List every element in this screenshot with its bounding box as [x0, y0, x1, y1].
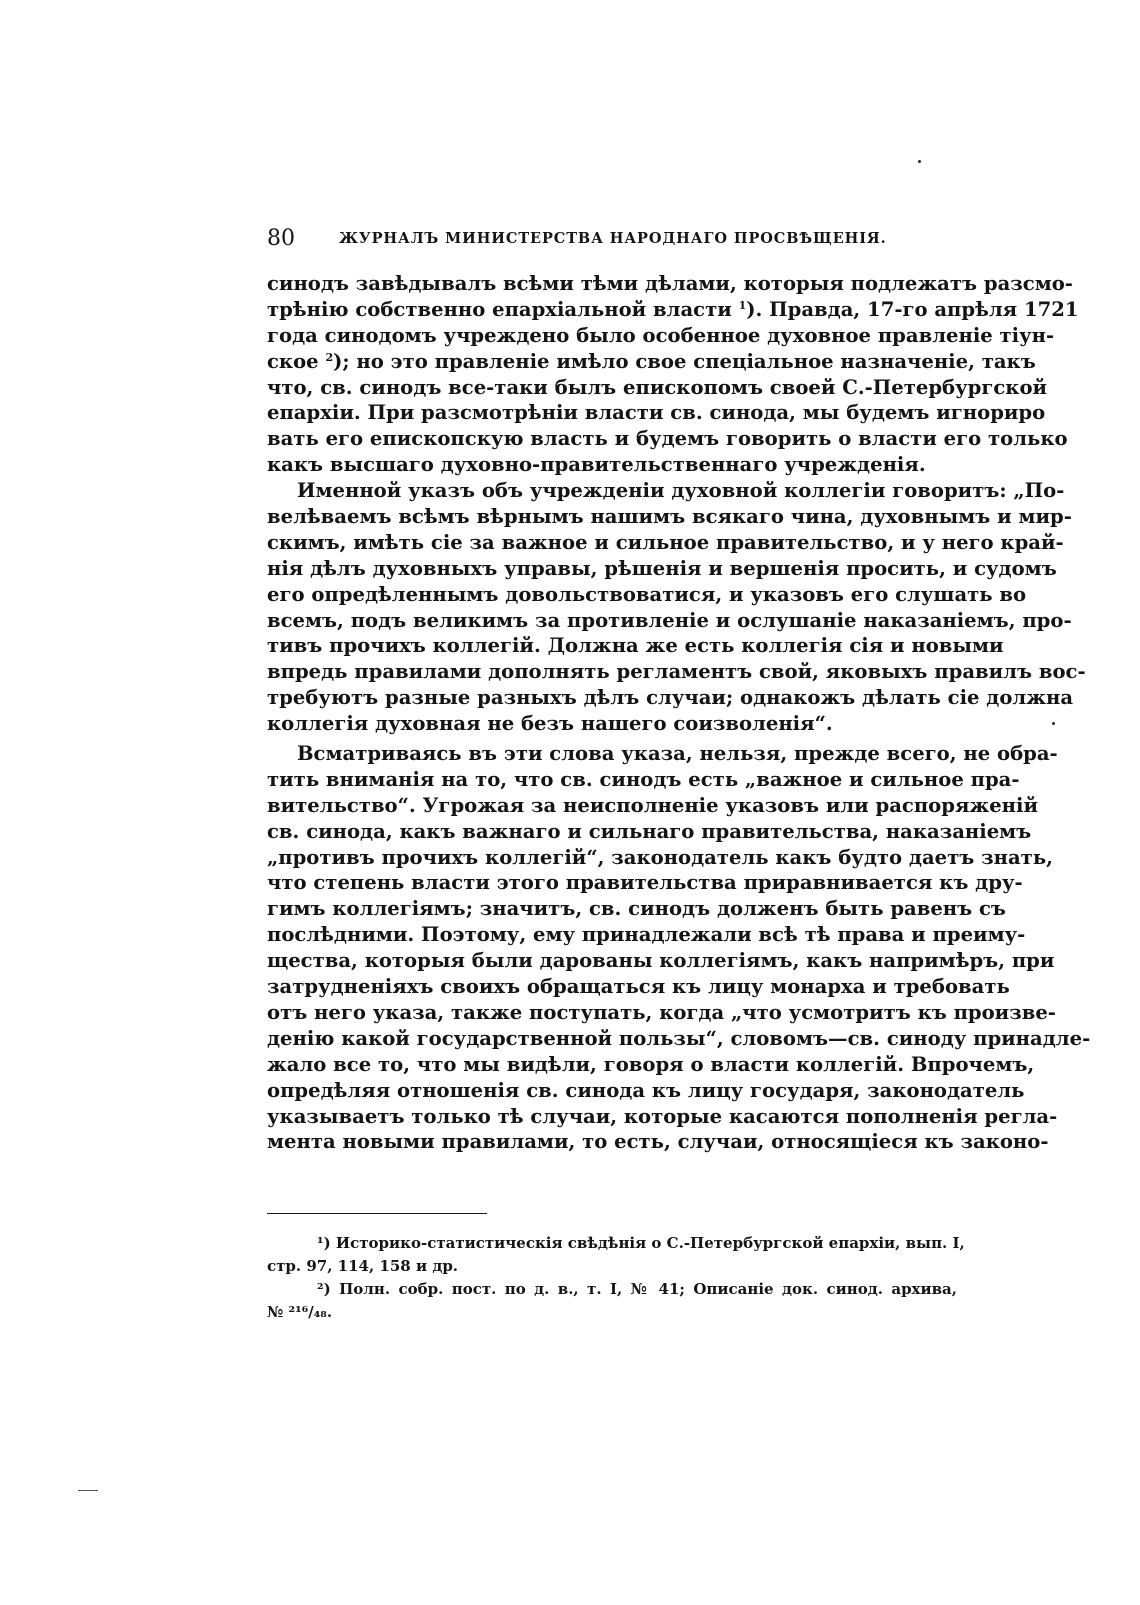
text-line: года синодомъ учреждено было особенное духовное правленіе тіун- — [267, 323, 1055, 347]
text-line: отъ него указа, также поступать, когда „что усмотритъ къ произве- — [267, 1000, 1056, 1024]
text-line: синодъ завѣдывалъ всѣми тѣми дѣлами, которыя подлежатъ разсмо- — [267, 272, 1073, 295]
text-line: коллегія духовная не безъ нашего соизволенія“. — [267, 712, 833, 736]
footnote-line: стр. 97, 114, 158 и др. — [267, 1257, 459, 1275]
text-line: послѣдними. Поэтому, ему принадлежали всѣ тѣ права и преиму- — [267, 923, 1026, 947]
text-line: „противъ прочихъ коллегій“, законодатель какъ будто даетъ знать, — [267, 845, 1053, 869]
footnote-2 — [267, 1278, 957, 1324]
scan-speck — [918, 160, 921, 163]
paragraph-1 — [267, 271, 1079, 478]
text-line: что степень власти этого правительства приравнивается къ дру- — [267, 871, 1023, 895]
text-line: велѣваемъ всѣмъ вѣрнымъ нашимъ всякаго чина, духовнымъ и мир- — [267, 505, 1072, 529]
text-line: его опредѣленнымъ довольствоватися, и указовъ его слушать во — [267, 582, 1027, 606]
text-line: ское $^2$); но это правленіе имѣло свое спеціальное назначеніе, такъ — [267, 349, 1036, 373]
text-line: нія дѣлъ духовныхъ управы, рѣшенія и вершенія просить, и судомъ — [267, 556, 1057, 580]
text-line: какъ высшаго духовно-правительственнаго учрежденія. — [267, 453, 926, 477]
footnote-ref-2[interactable]: 2 — [325, 350, 334, 364]
text-line: скимъ, имѣть сіе за важное и сильное правительство, и у него край- — [267, 530, 1064, 554]
footnote-line: ²) Полн. собр. пост. по д. в., т. I, № 41; Описаніе док. синод. архива, — [317, 1280, 957, 1298]
text-line: всемъ, подъ великимъ за противленіе и ослушаніе наказаніемъ, про- — [267, 608, 1072, 632]
text-line: денію какой государственной пользы“, словомъ—св. синоду принадле- — [267, 1026, 1091, 1050]
text-line: что, св. синодъ все-таки былъ епископомъ своей С.-Петербургской — [267, 375, 1048, 399]
scan-speck — [1052, 722, 1055, 725]
footnote-1 — [267, 1232, 965, 1278]
footnote-ref-1[interactable]: 1 — [738, 298, 747, 312]
text-line: жало все то, что мы видѣли, говоря о власти коллегій. Впрочемъ, — [267, 1052, 1035, 1076]
text-line: вать его епископскую власть и будемъ говорить о власти его только — [267, 427, 1068, 451]
text-line: впредь правилами дополнять регламентъ свой, яковыхъ правилъ вос- — [267, 660, 1086, 684]
paragraph-3 — [267, 741, 1091, 1155]
text-line: затрудненіяхъ своихъ обращаться къ лицу монарха и требовать — [267, 975, 1010, 999]
text-line: мента новыми правилами, то есть, случаи, относящіеся къ законо- — [267, 1130, 1049, 1154]
body-text — [267, 271, 1091, 1155]
text-line: Всматриваясь въ эти слова указа, нельзя, прежде всего, не обра- — [297, 742, 1058, 766]
scan-margin-mark — [78, 1490, 98, 1491]
text-line: трѣнію собственно епархіальной власти $^1$). Правда, 17-го апрѣля 1721 — [267, 297, 1079, 321]
footnote-line: № ²¹⁶/₄₈. — [267, 1303, 333, 1321]
text-line: вительство“. Угрожая за неисполненіе указовъ или распоряженій — [267, 793, 1038, 817]
text-line: требуютъ разные разныхъ дѣлъ случаи; однакожъ дѣлать сіе должна — [267, 686, 1074, 710]
page-header — [267, 226, 957, 256]
text-line: указываетъ только тѣ случаи, которые касаются пополненія регла- — [267, 1104, 1058, 1128]
footnote-line: ¹) Историко-статистическія свѣдѣнія о С.-Петербургской епархіи, вып. I, — [317, 1234, 965, 1252]
text-line: св. синода, какъ важнаго и сильнаго правительства, наказаніемъ — [267, 819, 1032, 843]
text-line: Именной указъ объ учрежденіи духовной коллегіи говоритъ: „По- — [297, 479, 1065, 503]
text-line: щества, которыя были дарованы коллегіямъ, какъ напримѣръ, при — [267, 949, 1055, 973]
footnote-divider — [267, 1213, 487, 1214]
footnote-mark: ²) — [317, 1280, 331, 1298]
text-line: опредѣляя отношенія св. синода къ лицу государя, законодатель — [267, 1078, 1025, 1102]
paragraph-2 — [267, 478, 1086, 737]
text-line: тивъ прочихъ коллегій. Должна же есть коллегія сія и новыми — [267, 634, 1004, 658]
text-line: гимъ коллегіямъ; значитъ, св. синодъ долженъ быть равенъ съ — [267, 897, 1006, 921]
text-line: тить вниманія на то, что св. синодъ есть „важное и сильное пра- — [267, 767, 1020, 791]
footnote-mark: ¹) — [317, 1234, 331, 1252]
footnotes — [267, 1232, 965, 1324]
text-line: епархіи. При разсмотрѣніи власти св. синода, мы будемъ игнориро — [267, 401, 1046, 425]
running-head: ЖУРНАЛЪ МИНИСТЕРСТВА НАРОДНАГО ПРОСВѢЩЕНІЯ. — [339, 230, 887, 247]
page-number: 80 — [267, 226, 295, 251]
